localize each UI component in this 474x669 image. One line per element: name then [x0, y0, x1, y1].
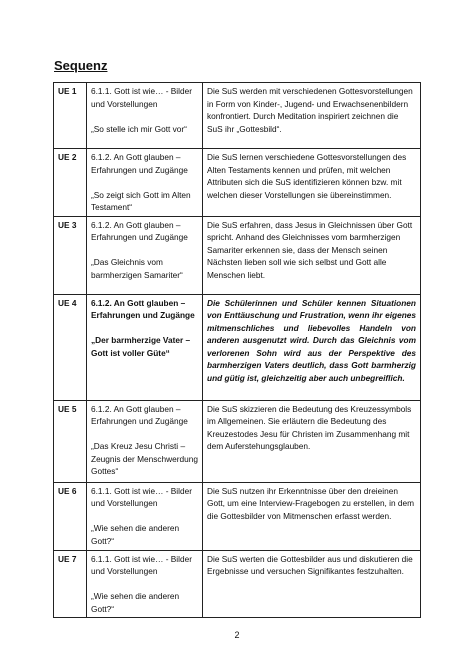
- guiding-question: „Der barmherzige Vater – Gott ist voller Güte“: [91, 335, 191, 358]
- table-row-ue4: [54, 294, 421, 400]
- guiding-question: „So stelle ich mir Gott vor“: [91, 123, 187, 134]
- guiding-question: „So zeigt sich Gott im Alten Testament“: [91, 189, 191, 212]
- topic-text: 6.1.1. Gott ist wie… - Bilder und Vorstellungen: [91, 86, 192, 109]
- topic-text: 6.1.1. Gott ist wie… - Bilder und Vorstellungen: [91, 553, 192, 576]
- ue-label: UE 5: [54, 400, 87, 482]
- section-heading: Sequenz: [54, 58, 108, 73]
- topic-cell: [87, 216, 203, 294]
- description-cell: Die SuS nutzen ihr Erkenntnisse über den dreieinen Gott, um eine Interview-Fragebogen zu erstellen, in dem die Gottesbilder von Mitmenschen erfasst werden.: [203, 482, 421, 550]
- guiding-question: „Wie sehen die anderen Gott?“: [91, 591, 180, 614]
- ue-label: UE 1: [54, 83, 87, 149]
- table-row-ue5: [54, 400, 421, 482]
- ue-label: UE 2: [54, 149, 87, 217]
- page-number: 2: [234, 630, 240, 640]
- topic-cell: [87, 482, 203, 550]
- topic-cell: [87, 550, 203, 618]
- description-cell: Die SuS lernen verschiedene Gottesvorstellungen des Alten Testaments kennen und prüfen, mit welchen Attributen sich die SuS identifizieren können bzw. mit welchen dieser Vorstellungen sie übereinstimmen.: [203, 149, 421, 217]
- table-row-ue1: [54, 83, 421, 149]
- topic-cell: [87, 294, 203, 400]
- description-cell: Die SuS skizzieren die Bedeutung des Kreuzessymbols im Allgemeinen. Sie erläutern die Bedeutung des Kreuzestodes Jesu für Christen im Zusammenhang mit dem Auferstehungsglauben.: [203, 400, 421, 482]
- topic-cell: [87, 400, 203, 482]
- table-row-ue3: [54, 216, 421, 294]
- table-row-ue2: [54, 149, 421, 217]
- topic-text: 6.1.2. An Gott glauben – Erfahrungen und Zugänge: [91, 297, 195, 320]
- topic-cell: [87, 83, 203, 149]
- description-cell: Die SuS erfahren, dass Jesus in Gleichnissen über Gott spricht. Anhand des Gleichnisses vom barmherzigen Samariter erkennen sie, dass der Mensch seinen Nächsten lieben soll wie sich selbst und Gott alle Menschen liebt.: [203, 216, 421, 294]
- guiding-question: „Wie sehen die anderen Gott?“: [91, 523, 180, 546]
- guiding-question: „Das Gleichnis vom barmherzigen Samariter“: [91, 257, 183, 280]
- topic-text: 6.1.2. An Gott glauben – Erfahrungen und Zugänge: [91, 152, 188, 175]
- ue-label: UE 4: [54, 294, 87, 400]
- topic-cell: [87, 149, 203, 217]
- description-cell: Die SuS werden mit verschiedenen Gottesvorstellungen in Form von Kinder-, Jugend- und Erwachsenenbildern konfrontiert. Durch Meditation inspiriert zeichnen die SuS ihr „Gottesbild“.: [203, 83, 421, 149]
- ue-label: UE 6: [54, 482, 87, 550]
- topic-text: 6.1.2. An Gott glauben – Erfahrungen und Zugänge: [91, 403, 188, 426]
- topic-text: 6.1.1. Gott ist wie… - Bilder und Vorstellungen: [91, 485, 192, 508]
- topic-text: 6.1.2. An Gott glauben – Erfahrungen und Zugänge: [91, 219, 188, 242]
- table-row-ue7: [54, 550, 421, 618]
- description-cell: Die Schülerinnen und Schüler kennen Situationen von Enttäuschung und Frustration, wenn ihr eigenes mitmenschliches und liebevolles Handeln von anderen ausgenutzt wird. Durch das Gleichnis vom verlorenen Sohn wird aus der Perspektive des barmherzigen Vaters deutlich, dass Gott barmherzig und gütig ist, gleichzeitig aber auch unbegreiflich.: [203, 294, 421, 400]
- sequence-table: [53, 82, 421, 618]
- table-row-ue6: [54, 482, 421, 550]
- ue-label: UE 3: [54, 216, 87, 294]
- ue-label: UE 7: [54, 550, 87, 618]
- guiding-question: „Das Kreuz Jesu Christi – Zeugnis der Menschwerdung Gottes“: [91, 441, 198, 476]
- description-cell: Die SuS werten die Gottesbilder aus und diskutieren die Ergebnisse und versuchen Signifikantes festzuhalten.: [203, 550, 421, 618]
